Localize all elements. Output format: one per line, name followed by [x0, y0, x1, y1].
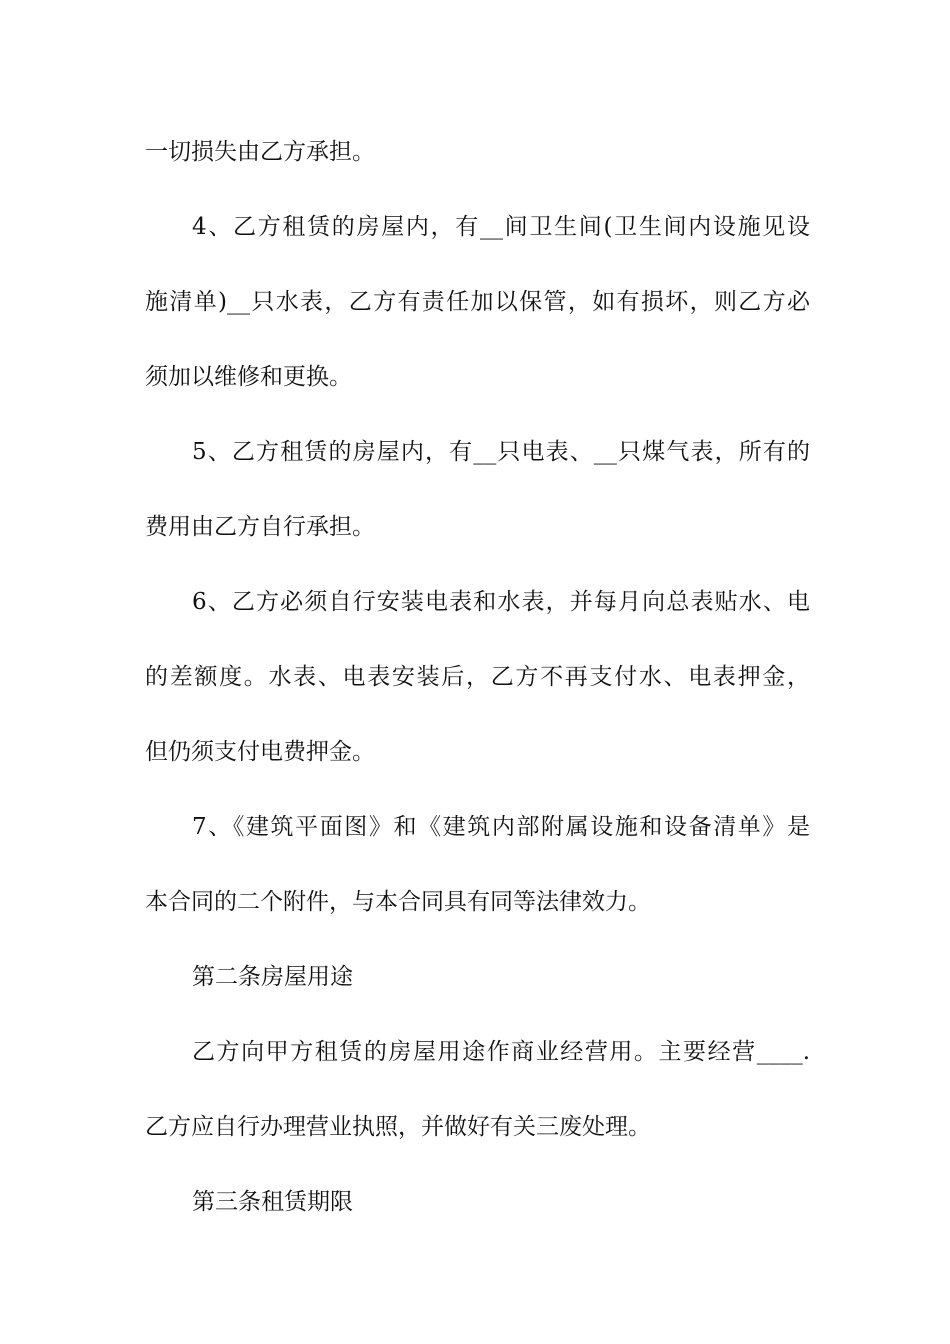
text-line: 但仍须支付电费押金。	[145, 739, 375, 765]
text-line: 费用由乙方自行承担。	[145, 514, 375, 540]
text-line: 5、乙方租赁的房屋内，有__只电表、__只煤气表，所有的	[192, 439, 810, 465]
text-line: 7、《建筑平面图》和《建筑内部附属设施和设备清单》是	[192, 814, 810, 840]
text-line: 4、乙方租赁的房屋内，有__间卫生间(卫生间内设施见设	[192, 214, 810, 240]
text-line: 一切损失由乙方承担。	[145, 139, 375, 165]
text-line: 乙方向甲方租赁的房屋用途作商业经营用。主要经营____.	[192, 1039, 810, 1065]
text-line: 本合同的二个附件，与本合同具有同等法律效力。	[145, 889, 651, 915]
section-heading: 第二条房屋用途	[192, 964, 353, 990]
text-line: 施清单)__只水表，乙方有责任加以保管，如有损坏，则乙方必	[145, 289, 810, 315]
text-line: 须加以维修和更换。	[145, 364, 352, 390]
text-line: 的差额度。水表、电表安装后，乙方不再支付水、电表押金，	[145, 664, 810, 690]
text-line: 乙方应自行办理营业执照，并做好有关三废处理。	[145, 1114, 651, 1140]
text-line: 6、乙方必须自行安装电表和水表，并每月向总表贴水、电	[192, 589, 810, 615]
section-heading: 第三条租赁期限	[192, 1189, 353, 1215]
